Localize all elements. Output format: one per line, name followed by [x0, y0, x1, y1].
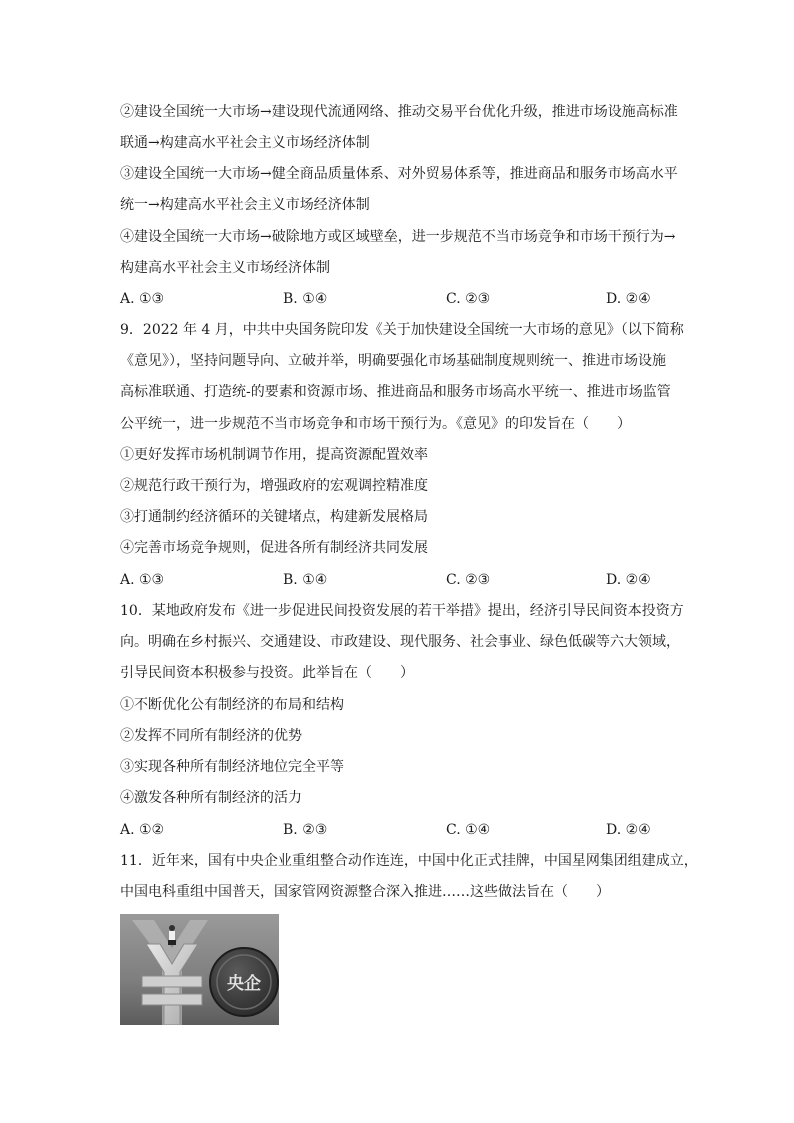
q9-option-c[interactable]: C. ②③ [446, 572, 491, 588]
q11-stem-line-1: 11．近年来，国有中央企业重组整合动作连连，中国中化正式挂牌，中国星网集团组建成立， [120, 853, 698, 869]
q8-statement-3-line-1: ③建设全国统一大市场→健全商品质量体系、对外贸易体系等，推进商品和服务市场高水平 [120, 166, 678, 182]
q10-stem-line-3: 引导民间资本积极参与投资。此举旨在（ ） [120, 665, 414, 681]
q8-option-d[interactable]: D. ②④ [606, 291, 651, 307]
q8-statement-3-line-2: 统一→构建高水平社会主义市场经济体制 [120, 197, 370, 213]
q10-option-a[interactable]: A. ①② [120, 822, 165, 838]
q9-option-d[interactable]: D. ②④ [606, 572, 651, 588]
coin-label: 央企 [227, 974, 261, 994]
q10-option-c[interactable]: C. ①④ [446, 822, 491, 838]
q9-stem-line-2: 《意见》），坚持问题导向、立破并举，明确要强化市场基础制度规则统一、推进市场设施 [120, 353, 666, 369]
q9-stem-line-1: 9．2022 年 4 月，中共中央国务院印发《关于加快建设全国统一大市场的意见》（以下简称 [120, 322, 684, 338]
q9-option-a[interactable]: A. ①③ [120, 572, 165, 588]
q8-option-b[interactable]: B. ①④ [283, 291, 328, 307]
q11-stem-line-2: 中国电科重组中国普天，国家管网资源整合深入推进……这些做法旨在（ ） [120, 884, 610, 900]
q10-options [120, 820, 651, 840]
q8-statement-2-line-1: ②建设全国统一大市场→建设现代流通网络、推动交易平台优化升级，推进市场设施高标准 [120, 104, 678, 120]
q10-option-b[interactable]: B. ②③ [283, 822, 328, 838]
q10-option-d[interactable]: D. ②④ [606, 822, 651, 838]
q9-stem-line-3: 高标准联通、打造统-的要素和资源市场、推进商品和服务市场高水平统一、推进市场监管 [120, 384, 671, 400]
q9-statement-4: ④完善市场竞争规则，促进各所有制经济共同发展 [120, 540, 428, 556]
q8-statement-4-line-1: ④建设全国统一大市场→破除地方或区域壁垒，进一步规范不当市场竞争和市场干预行为→ [120, 229, 676, 245]
q10-statement-4: ④激发各种所有制经济的活力 [120, 790, 302, 806]
q10-statement-3: ③实现各种所有制经济地位完全平等 [120, 759, 344, 775]
q8-statement-2-line-2: 联通→构建高水平社会主义市场经济体制 [120, 135, 370, 151]
q10-stem-line-2: 向。明确在乡村振兴、交通建设、市政建设、现代服务、社会事业、绿色低碳等六大领域， [120, 634, 680, 650]
q9-statement-2: ②规范行政干预行为，增强政府的宏观调控精准度 [120, 478, 428, 494]
q8-option-c[interactable]: C. ②③ [446, 291, 491, 307]
q11-photo-yuan-and-soe-coin [120, 914, 279, 1025]
q8-statement-4-line-2: 构建高水平社会主义市场经济体制 [120, 260, 330, 276]
q9-options [120, 570, 651, 590]
q9-option-b[interactable]: B. ①④ [283, 572, 328, 588]
q10-statement-2: ②发挥不同所有制经济的优势 [120, 728, 302, 744]
q10-statement-1: ①不断优化公有制经济的布局和结构 [120, 697, 344, 713]
q10-stem-line-1: 10．某地政府发布《进一步促进民间投资发展的若干举措》提出，经济引导民间资本投资方 [120, 603, 684, 619]
q9-stem-line-4: 公平统一，进一步规范不当市场竞争和市场干预行为。《意见》的印发旨在（ ） [120, 416, 631, 432]
q9-statement-3: ③打通制约经济循环的关键堵点，构建新发展格局 [120, 509, 428, 525]
q9-statement-1: ①更好发挥市场机制调节作用，提高资源配置效率 [120, 447, 428, 463]
businessman-figurine-icon [168, 925, 176, 945]
q8-option-a[interactable]: A. ①③ [120, 291, 165, 307]
q8-options [120, 289, 651, 309]
